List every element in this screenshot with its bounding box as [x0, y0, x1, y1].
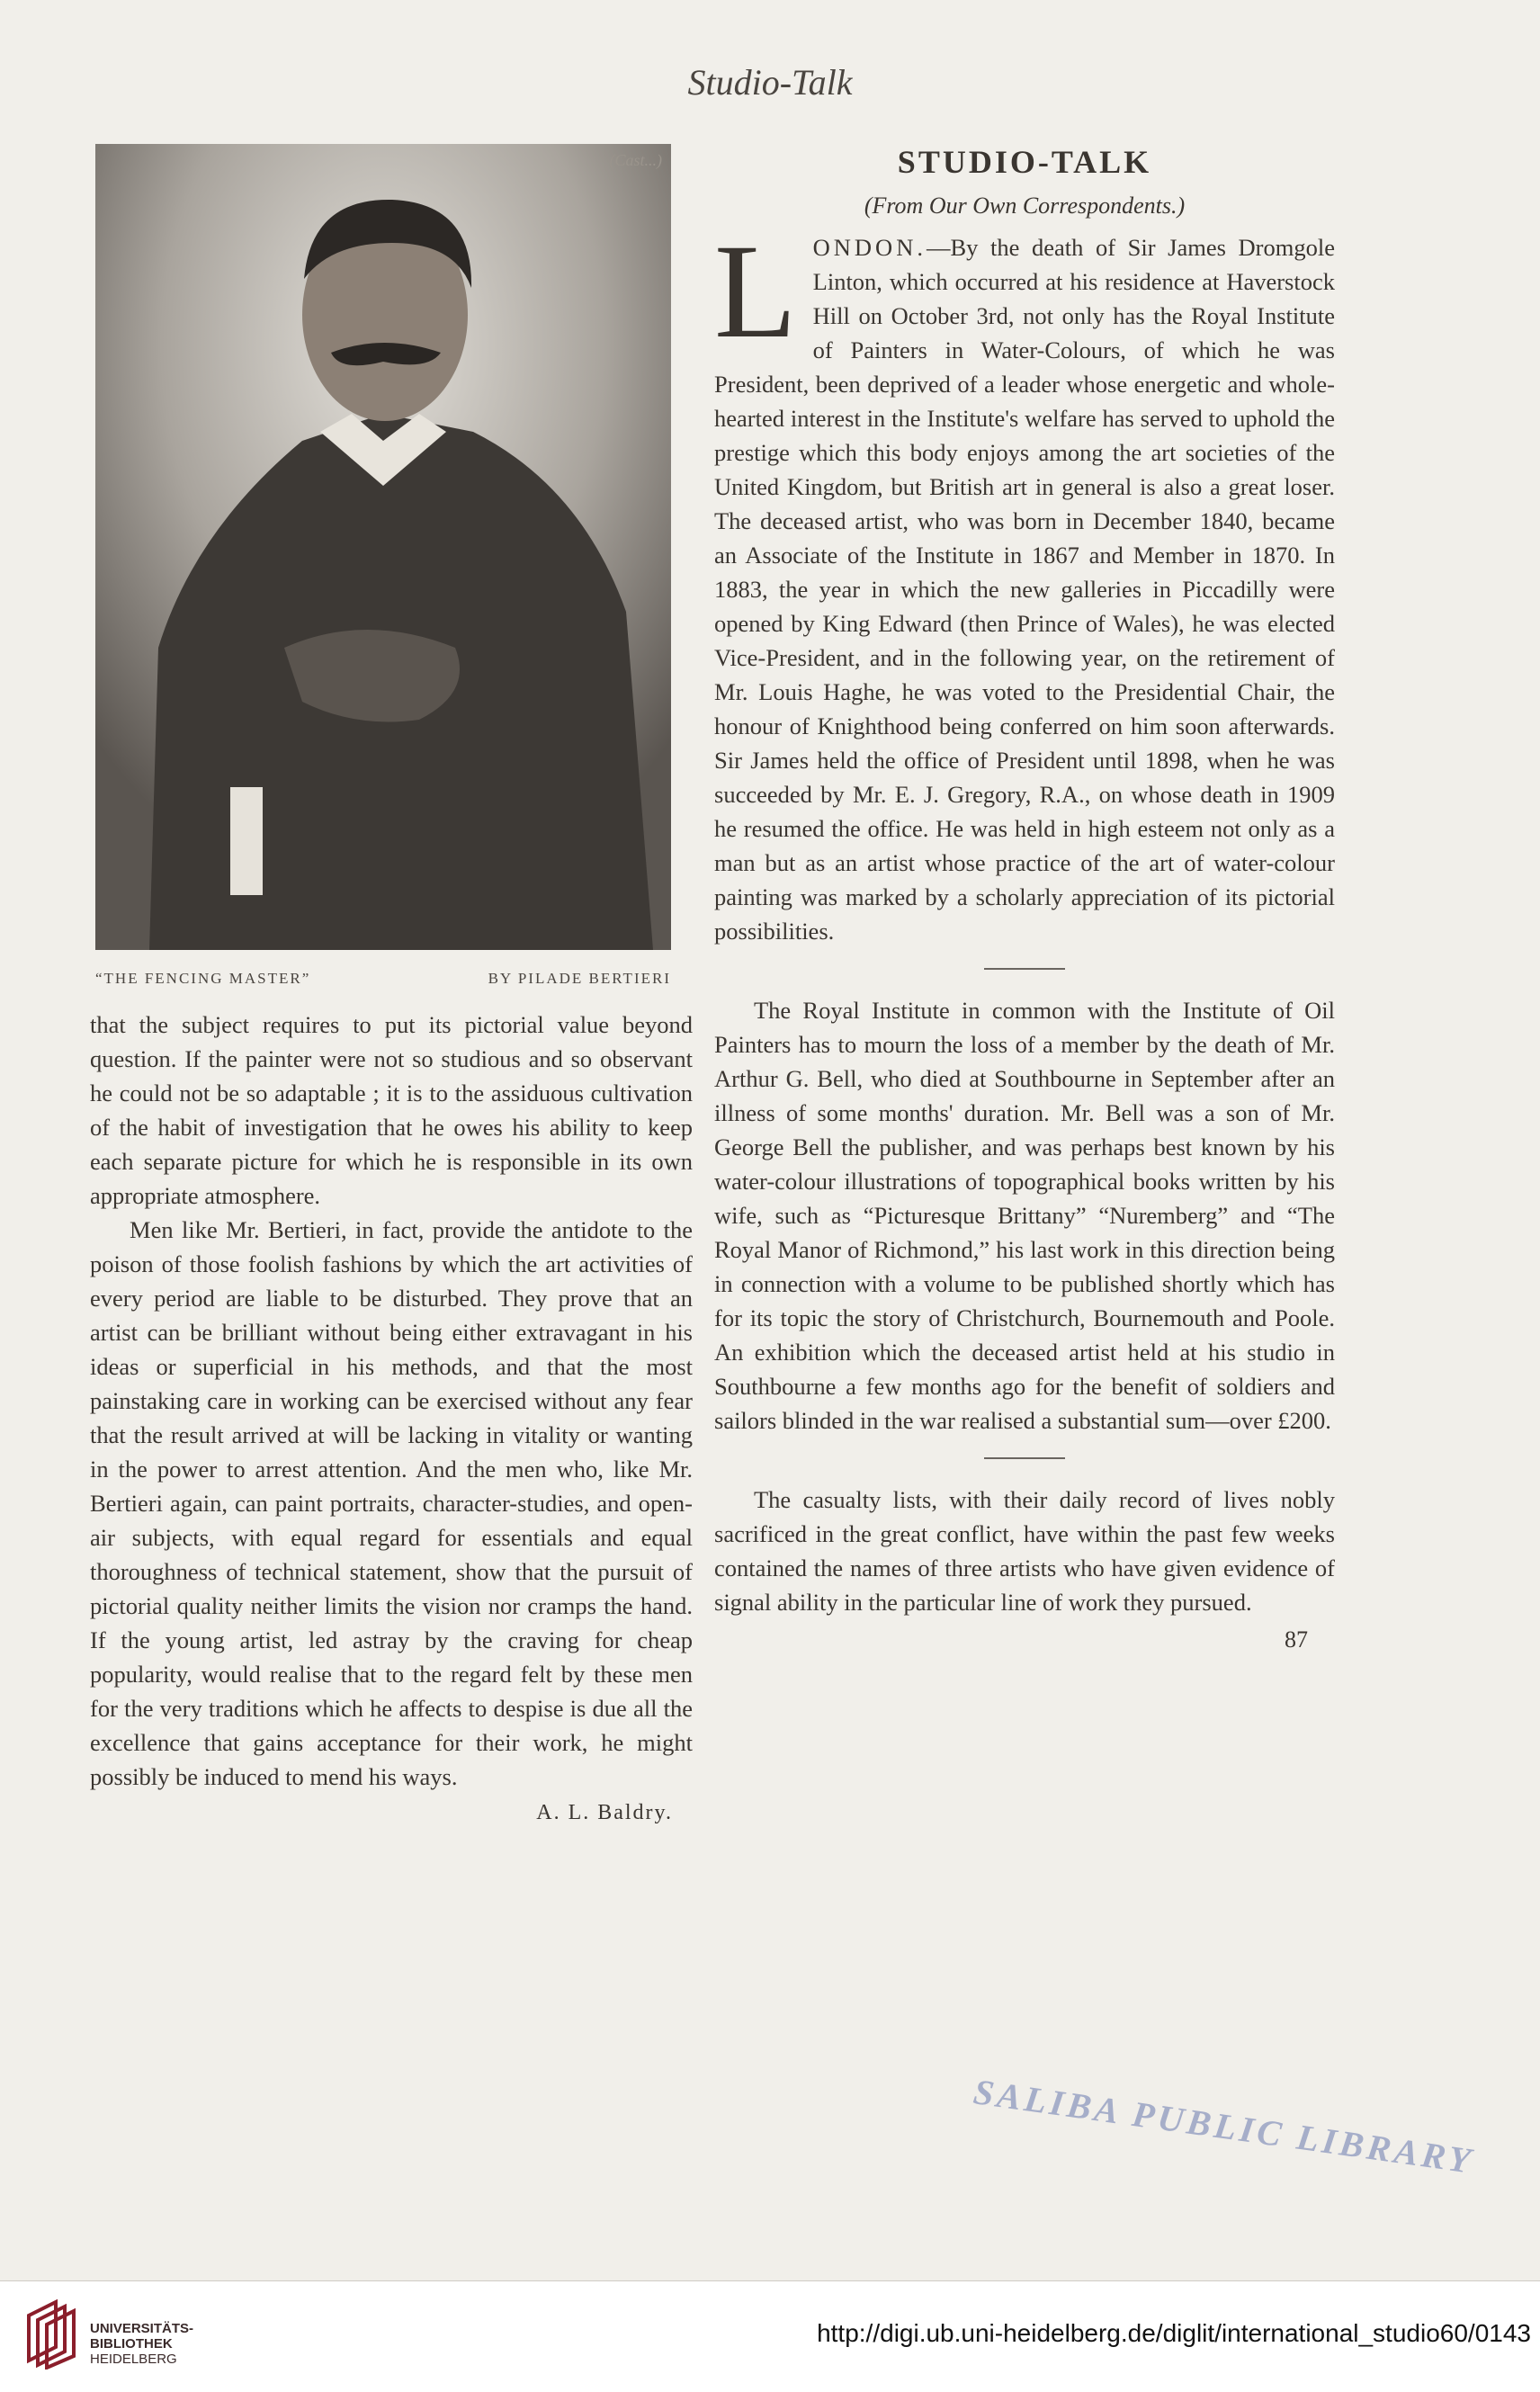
paragraph: Men like Mr. Bertieri, in fact, provide the antidote to the poison of those foolish fashions by which the art activities of every period are liable to be disturbed. They prove that an artist can be brilliant without being either extravagant in his ideas or superficial in his methods, and that the most painstaking care in working can be exercised without any fear that the result arrived at will be lacking in vitality or wanting in the power to arrest attention. And the men who, like Mr. Bertieri again, can paint portraits, character-studies, and open-air subjects, with equal regard for essentials and equal thoroughness of technical statement, show that the pursuit of pictorial quality neither limits the vision nor cramps the hand. If the young artist, led astray by the craving for cheap popularity, would realise that to the regard felt by these men for the very traditions which he affects to despise is due all the excellence that gains acceptance for their work, he might possibly be induced to mend his ways. — [90, 1216, 693, 1790]
library-name — [90, 2321, 193, 2367]
paragraph: that the subject requires to put its pictorial value beyond question. If the painter were not so studious and so observant he could not be so adaptable ; it is to the assiduous cultivation of the habit of investigation that he owes his ability to keep each separate picture for which he is responsible in its own appropriate atmosphere. — [90, 1011, 693, 1209]
running-head: Studio-Talk — [687, 62, 853, 103]
drop-cap: L — [714, 217, 797, 366]
caption-credit: BY PILADE BERTIERI — [488, 970, 671, 987]
paragraph: The casualty lists, with their daily record of lives nobly sacrificed in the great conflict, have within the past few weeks contained the names of three artists who have given evidence of signal ability in the particular line of work they pursued. — [714, 1486, 1335, 1616]
caption-title: “THE FENCING MASTER” — [95, 970, 311, 987]
lead-word: ONDON. — [812, 234, 927, 261]
library-name-line: UNIVERSITÄTS- — [90, 2321, 194, 2336]
plate-caption — [95, 970, 671, 988]
library-name-line: BIBLIOTHEK — [90, 2336, 173, 2352]
paragraph: The Royal Institute in common with the Institute of Oil Painters has to mourn the loss of a member by the death of Mr. Arthur G. Bell, who died at Southbourne in September after an illness of some months' duration. Mr. Bell was a son of Mr. George Bell the publisher, and was perhaps best known by his water-colour illustrations of topographical books written by his wife, such as “Picturesque Brittany” “Nuremberg” and “The Royal Manor of Richmond,” his last work in this direction being in connection with a volume to be published shortly which has for its topic the story of Christchurch, Bournemouth and Poole. An exhibition which the deceased artist held at his studio in Southbourne a few months ago for the benefit of soldiers and sailors blinded in the war realised a substantial sum—over £200. — [714, 997, 1335, 1434]
portrait-plate — [95, 144, 671, 950]
section-rule — [984, 968, 1065, 970]
section-subtitle: (From Our Own Correspondents.) — [864, 193, 1186, 219]
author-signature: A. L. Baldry. — [536, 1801, 673, 1824]
plate-pencil-note: (Cast...) — [609, 151, 662, 169]
section-rule — [984, 1457, 1065, 1459]
section-title: STUDIO-TALK — [897, 144, 1152, 180]
portrait-illustration — [95, 144, 671, 950]
paragraph-body: —By the death of Sir James Dromgole Linton, which occurred at his residence at Haverstock Hill on October 3rd, not only has the Royal Institute of Painters in Water-Colours, of which he was President, been deprived of a leader whose energetic and whole-hearted interest in the Institute's welfare has served to uphold the prestige which this body enjoys among the art societies of the United Kingdom, but British art in general is also a great loser. The deceased artist, who was born in December 1840, became an Associate of the Institute in 1867 and Member in 1870. In 1883, the year in which the new galleries in Piccadilly were opened by King Edward (then Prince of Wales), he was elected Vice-President, and in the following year, on the retirement of Mr. Louis Haghe, he was voted to the Presidential Chair, the honour of Knighthood being conferred on him soon afterwards. Sir James held the office of President until 1898, when he was succeeded by Mr. E. J. Gregory, R.A., on whose death in 1909 he resumed the office. He was held in high esteem not only as a man but as an artist whose practice of the art of water-colour painting was marked by a scholarly appreciation of its pictorial possibilities. — [714, 234, 1335, 945]
right-column — [714, 144, 1335, 1653]
right-article-text — [714, 217, 1335, 1619]
source-link[interactable]: http://digi.ub.uni-heidelberg.de/diglit/international_studio60/0143 — [817, 2319, 1531, 2347]
left-article-text — [90, 1008, 693, 1830]
left-column — [90, 144, 693, 1830]
paragraph — [714, 217, 1335, 948]
library-logo-icon — [20, 2298, 83, 2374]
page-number: 87 — [1285, 1626, 1308, 1653]
library-name-line: HEIDELBERG — [90, 2352, 177, 2367]
library-stamp: SALIBA PUBLIC LIBRARY — [971, 2071, 1477, 2181]
footer-bar — [0, 2280, 1540, 2392]
